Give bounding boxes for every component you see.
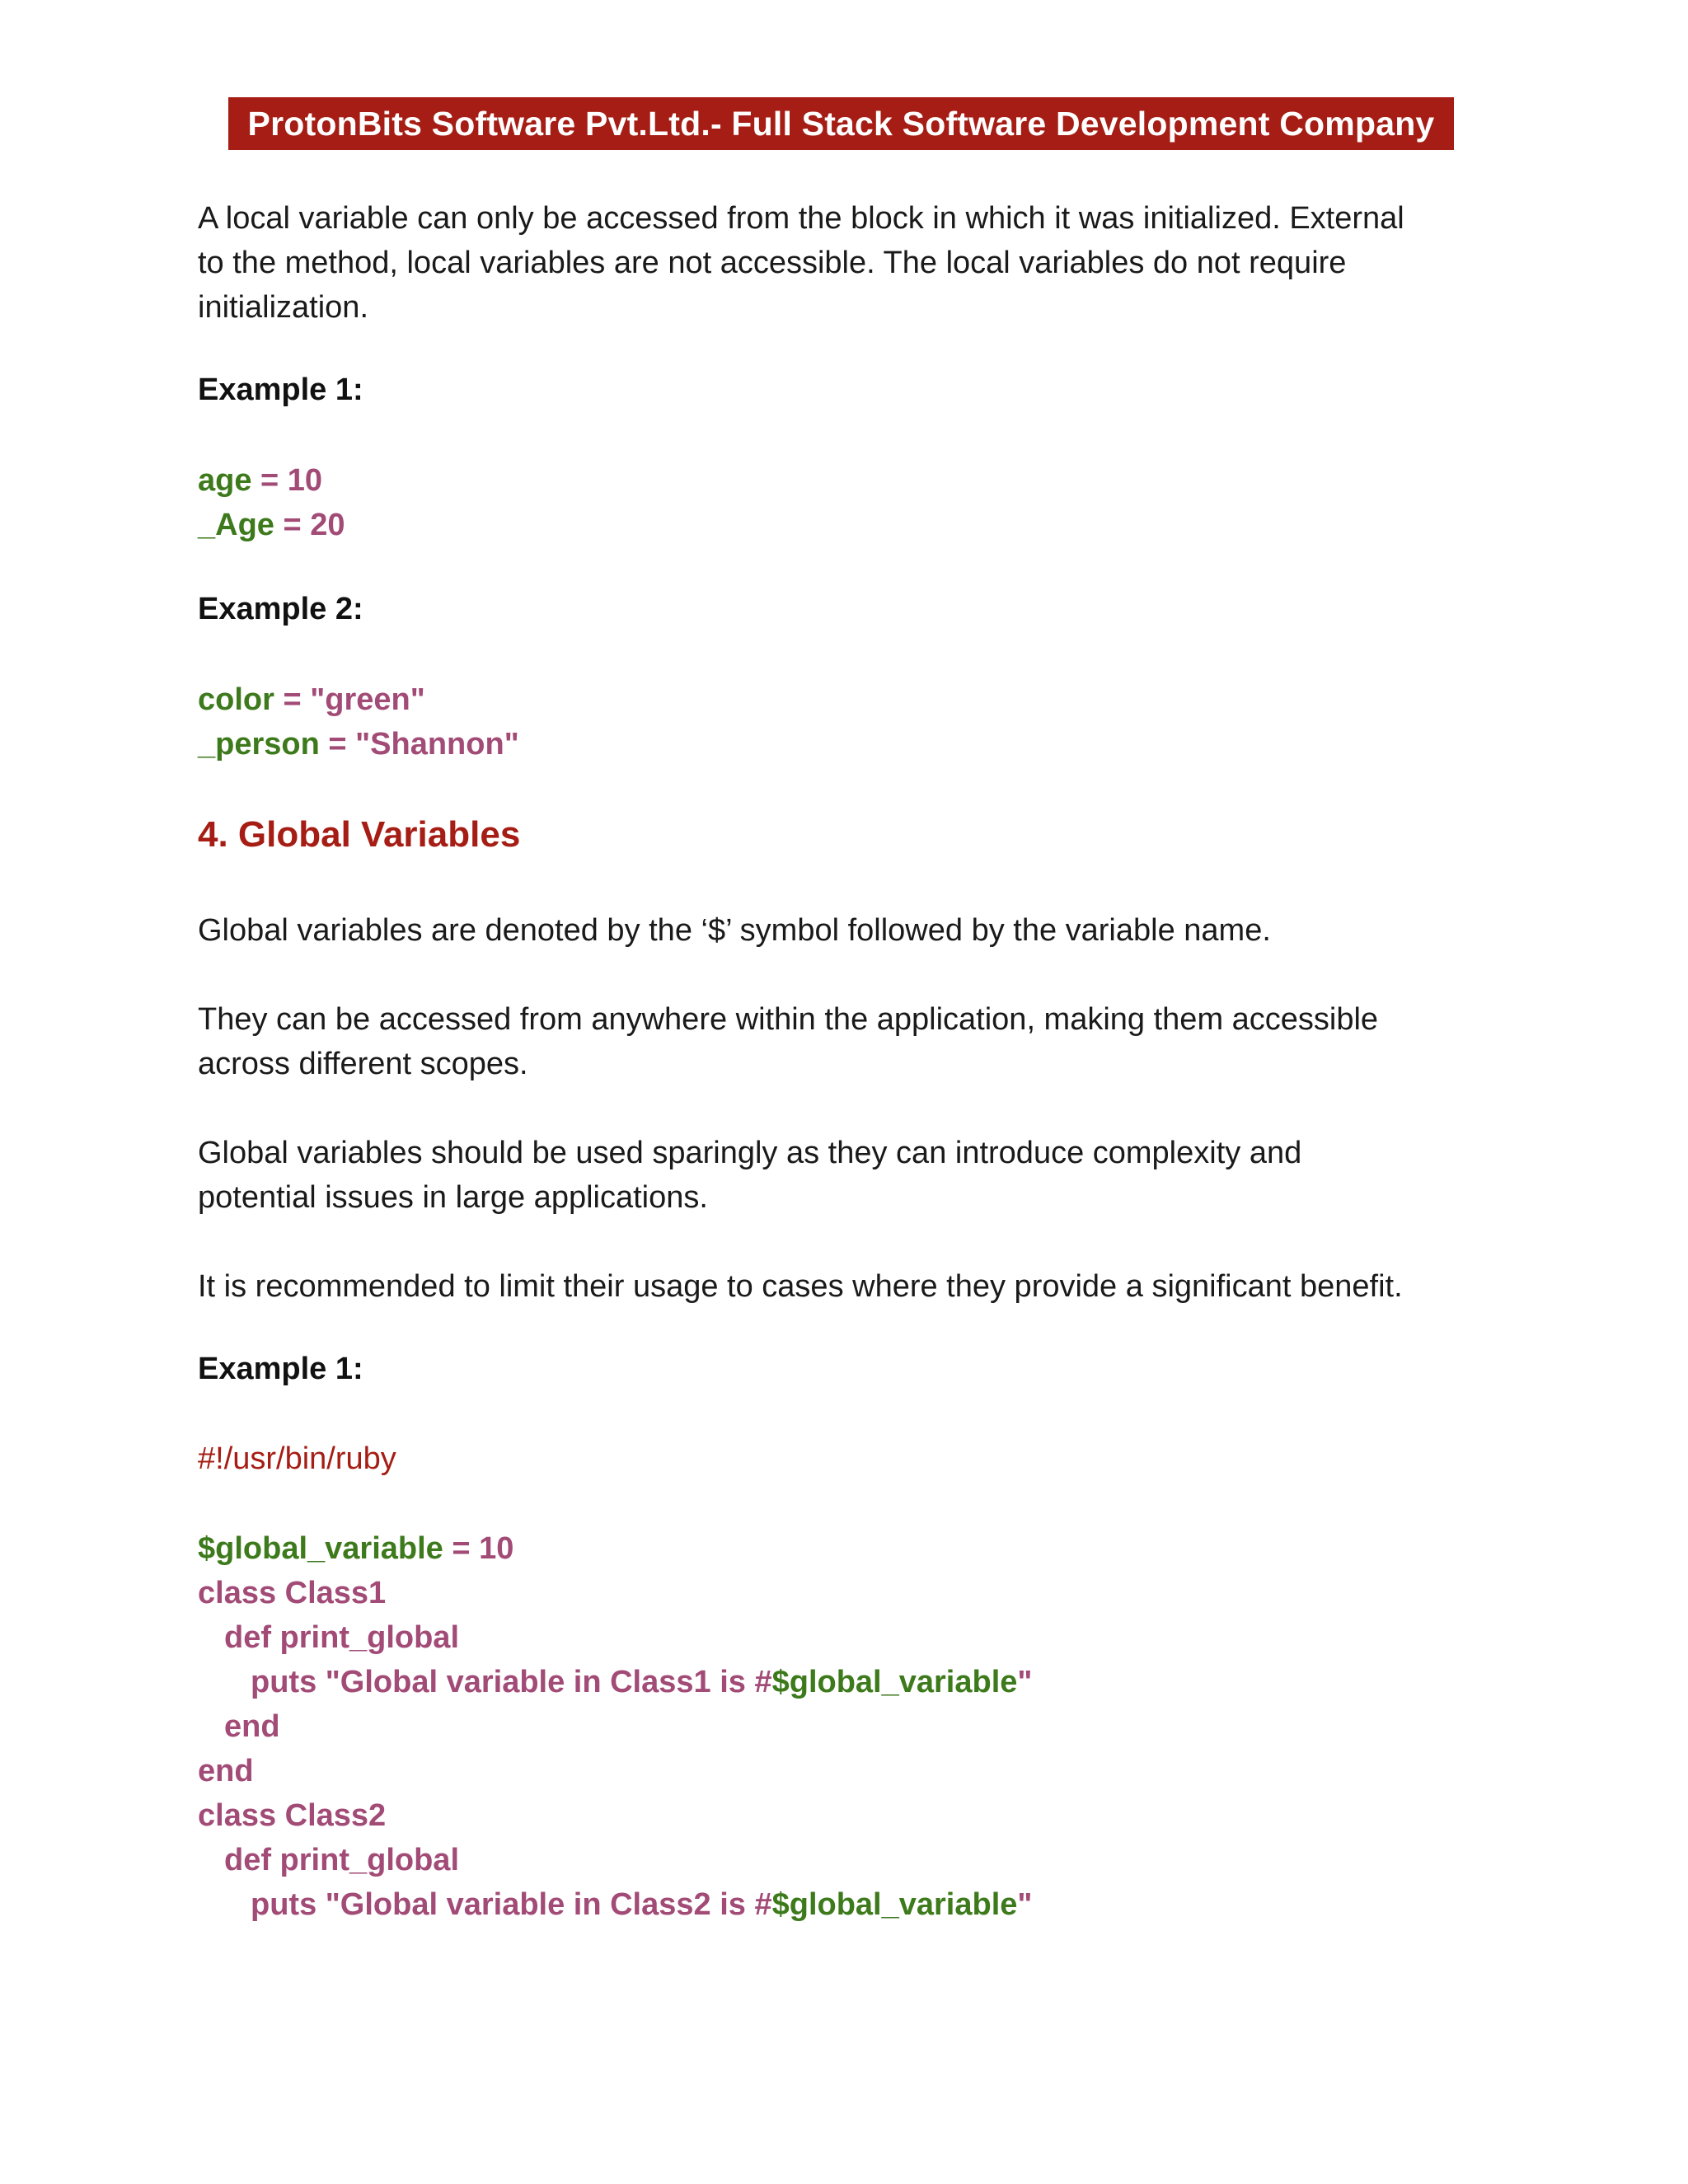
company-banner-text: ProtonBits Software Pvt.Ltd.- Full Stack Software Development Company [247,104,1435,143]
para-line: They can be accessed from anywhere within the application, making them accessible [198,1002,1379,1037]
code-line [198,722,519,766]
code-var: $global_variable [771,1665,1018,1699]
global-example1-label: Example 1: [198,1352,363,1386]
code-value: 20 [310,508,345,542]
code-text: puts "Global variable in Class1 is # [251,1665,772,1699]
code-var: age [198,463,252,498]
code-var: color [198,682,274,717]
code-line: end [224,1709,280,1744]
local-example1-label: Example 1: [198,373,363,407]
intro-line: A local variable can only be accessed from the block in which it was initialized. External [198,201,1404,236]
code-var: $global_variable [771,1887,1018,1922]
local-example1-code [198,458,345,547]
code-op: = [274,682,311,717]
code-text: " [1017,1887,1033,1922]
local-example2-label: Example 2: [198,592,363,626]
intro-line: initialization. [198,290,368,325]
global-para2 [198,997,1378,1086]
intro-line: to the method, local variables are not accessible. The local variables do not require [198,246,1347,280]
local-example2-code [198,677,519,766]
code-op: = [274,508,311,542]
code-op: = [251,463,288,498]
code-line: class Class2 [198,1798,387,1833]
code-line: end [198,1754,254,1788]
code-op: = [319,727,356,762]
code-op: = [443,1531,480,1566]
code-line [198,1882,1032,1927]
code-text: puts "Global variable in Class2 is # [251,1887,772,1922]
para-line: Global variables should be used sparingly as they can introduce complexity and [198,1136,1302,1170]
code-value: "Shannon" [355,727,519,762]
code-var: $global_variable [198,1531,443,1566]
code-line [198,1526,1032,1571]
code-var: _person [198,727,320,762]
code-text: " [1017,1665,1033,1699]
global-para4: It is recommended to limit their usage to cases where they provide a significant benefit. [198,1269,1403,1304]
code-line: def print_global [224,1843,459,1877]
code-line [198,458,345,503]
para-line: potential issues in large applications. [198,1180,708,1215]
code-line [198,1660,1032,1704]
shebang-line: #!/usr/bin/ruby [198,1441,396,1476]
code-value: 10 [479,1531,514,1566]
code-line: class Class1 [198,1576,387,1610]
code-value: 10 [287,463,323,498]
code-line [198,503,345,547]
company-banner [228,97,1454,150]
global-para1: Global variables are denoted by the ‘$’ symbol followed by the variable name. [198,913,1271,948]
code-line: def print_global [224,1620,459,1655]
para-line: across different scopes. [198,1047,528,1081]
code-var: _Age [198,508,274,542]
section-heading: 4. Global Variables [198,814,521,855]
intro-paragraph [198,196,1404,330]
code-line [198,677,519,722]
global-example1-code [198,1526,1032,1927]
code-value: "green" [310,682,425,717]
global-para3 [198,1131,1301,1220]
